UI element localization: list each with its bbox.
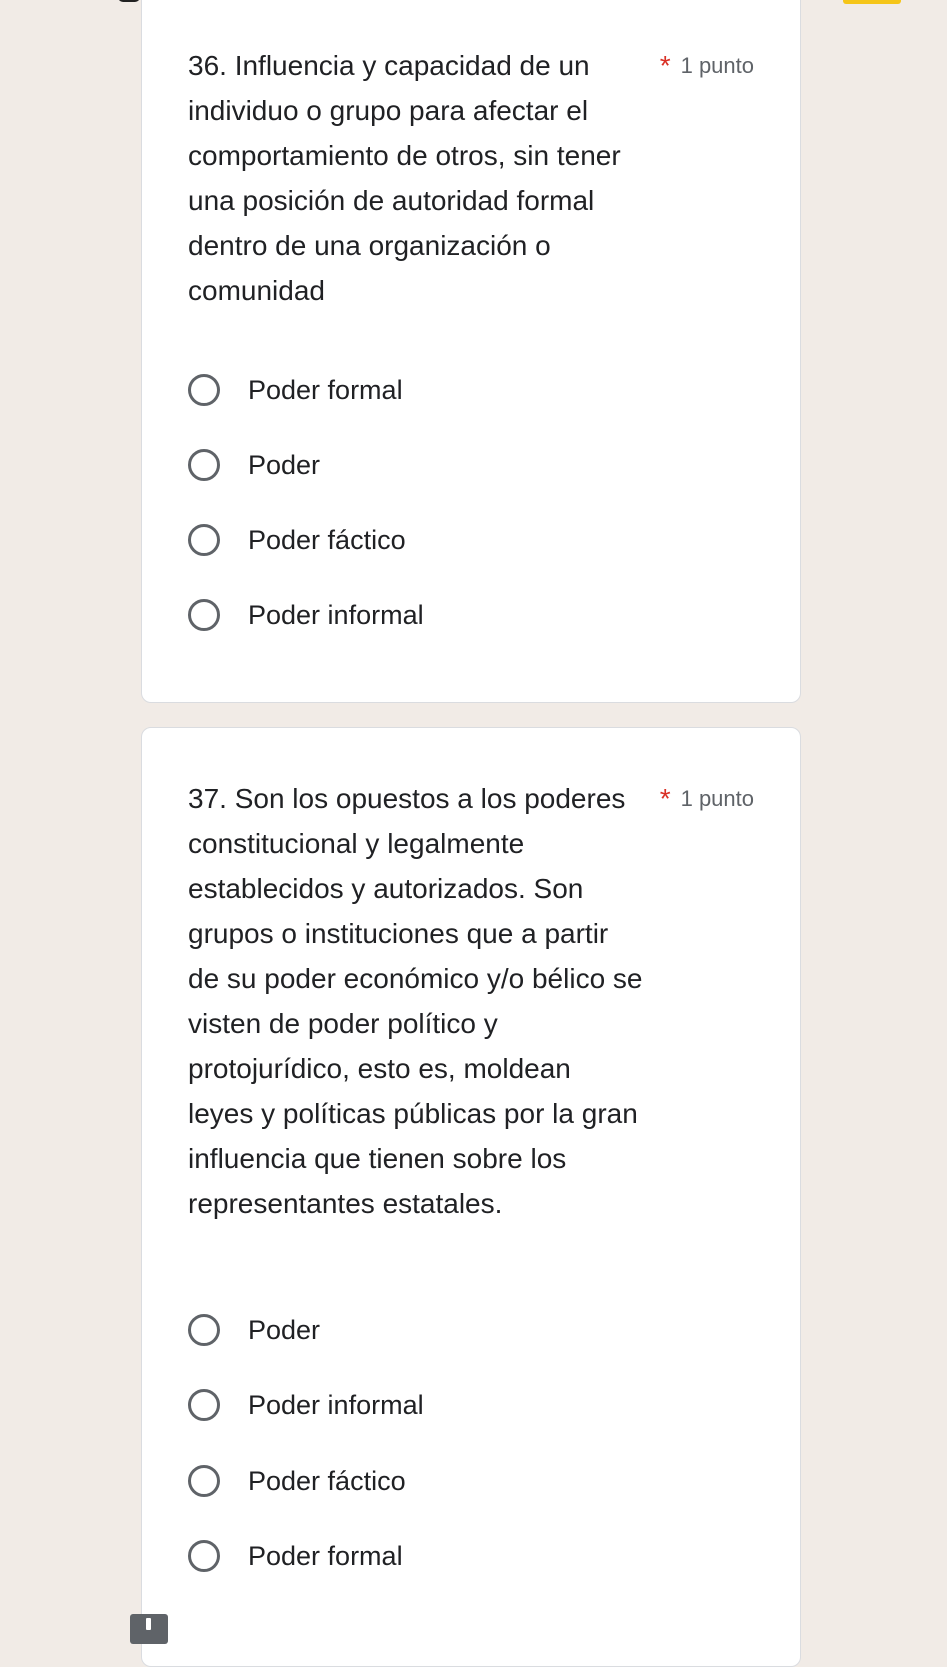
option-label: Poder fáctico [248, 524, 406, 555]
question-card-36 [141, 0, 801, 703]
question-header [188, 43, 754, 313]
option-poder-formal[interactable] [188, 1534, 403, 1578]
option-poder-informal[interactable] [188, 1383, 424, 1427]
question-text: 37. Son los opuestos a los poderes constitucional y legalmente establecidos y autorizados. Son grupos o instituciones que a partir de su poder económico y/o bélico se visten de poder político y protojurídico, esto es, moldean leyes y políticas públicas por la gran influencia que tienen sobre los representantes estatales. [188, 783, 643, 1219]
status-icon [118, 0, 140, 2]
points-label: 1 punto [680, 53, 754, 78]
radio-button[interactable] [188, 449, 220, 481]
radio-button[interactable] [188, 374, 220, 406]
required-asterisk: * [659, 783, 671, 814]
option-poder[interactable] [188, 1308, 320, 1352]
question-meta [660, 43, 754, 88]
option-label: Poder [248, 1314, 321, 1345]
option-label: Poder informal [248, 1389, 424, 1420]
option-poder-informal[interactable] [188, 593, 424, 637]
points-label: 1 punto [680, 786, 754, 811]
radio-button[interactable] [188, 599, 220, 631]
battery-icon [843, 0, 901, 4]
question-card-37 [141, 727, 801, 1667]
option-label: Poder fáctico [248, 1465, 406, 1496]
question-text: 36. Influencia y capacidad de un individuo o grupo para afectar el comportamiento de otros, sin tener una posición de autoridad formal dentro de una organización o comunidad [188, 50, 621, 306]
radio-button[interactable] [188, 1314, 220, 1346]
option-label: Poder formal [248, 1540, 403, 1571]
question-meta [660, 776, 754, 821]
radio-button[interactable] [188, 524, 220, 556]
option-poder[interactable] [188, 443, 320, 487]
option-label: Poder informal [248, 599, 424, 630]
alert-icon [130, 1614, 168, 1644]
option-poder-factico[interactable] [188, 1459, 406, 1503]
option-label: Poder formal [248, 374, 403, 405]
radio-button[interactable] [188, 1465, 220, 1497]
radio-button[interactable] [188, 1389, 220, 1421]
radio-button[interactable] [188, 1540, 220, 1572]
required-asterisk: * [659, 50, 671, 81]
option-label: Poder [248, 449, 321, 480]
option-poder-formal[interactable] [188, 368, 403, 412]
question-header [188, 776, 754, 1226]
option-poder-factico[interactable] [188, 518, 406, 562]
